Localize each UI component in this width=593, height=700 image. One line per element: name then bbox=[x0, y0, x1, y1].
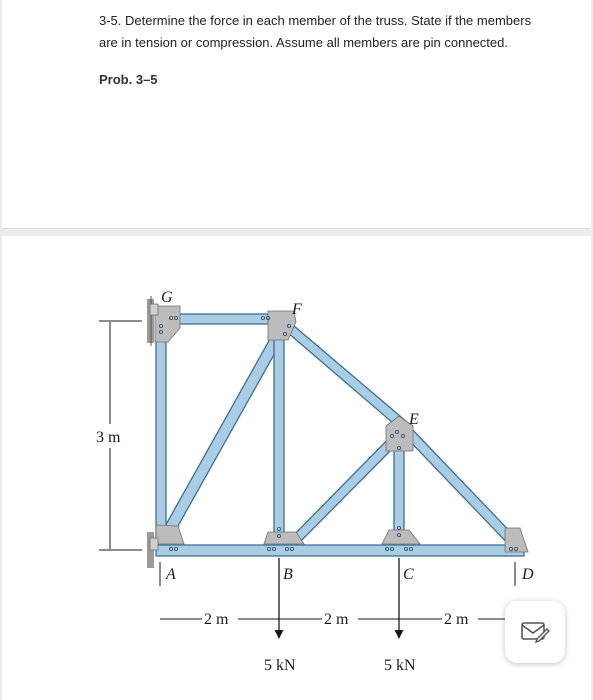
gusset-A bbox=[156, 525, 184, 544]
annotate-icon bbox=[520, 620, 550, 644]
member-AF bbox=[159, 330, 285, 542]
truss-figure bbox=[2, 236, 591, 700]
annotate-button[interactable] bbox=[505, 601, 565, 663]
wall-support bbox=[147, 296, 154, 568]
node-label-F: F bbox=[292, 301, 302, 318]
node-label-E: E bbox=[409, 411, 419, 428]
member-ED bbox=[400, 425, 522, 550]
height-label: 3 m bbox=[96, 429, 121, 446]
gusset-C bbox=[382, 530, 420, 544]
question-text: 3-5. Determine the force in each member of the truss. State if the members are in tension or compression. Assume all members are pin connected. bbox=[99, 13, 532, 50]
question-card bbox=[2, 0, 591, 229]
span-label-2: 2 m bbox=[324, 611, 349, 628]
bolt-marks bbox=[159, 316, 517, 550]
member-FE bbox=[280, 320, 407, 429]
problem-reference: Prob. 3–5 bbox=[99, 72, 158, 87]
gusset-D bbox=[505, 528, 528, 552]
node-label-A: A bbox=[166, 566, 176, 583]
member-AD bbox=[156, 545, 524, 556]
pin-G bbox=[150, 304, 158, 315]
node-label-B: B bbox=[283, 566, 293, 583]
truss-members bbox=[156, 308, 524, 556]
gusset-plates bbox=[150, 304, 528, 552]
load-label-C: 5 kN bbox=[384, 657, 416, 674]
gusset-G bbox=[155, 306, 180, 342]
span-label-1: 2 m bbox=[204, 611, 229, 628]
node-label-G: G bbox=[161, 289, 173, 306]
span-label-3: 2 m bbox=[444, 611, 469, 628]
figure-card bbox=[2, 236, 591, 700]
load-label-B: 5 kN bbox=[264, 657, 296, 674]
node-label-C: C bbox=[403, 566, 414, 583]
label-separators bbox=[160, 562, 515, 586]
pin-A bbox=[150, 538, 158, 550]
member-FB bbox=[274, 322, 284, 548]
member-GA bbox=[156, 308, 166, 548]
node-label-D: D bbox=[522, 566, 534, 583]
